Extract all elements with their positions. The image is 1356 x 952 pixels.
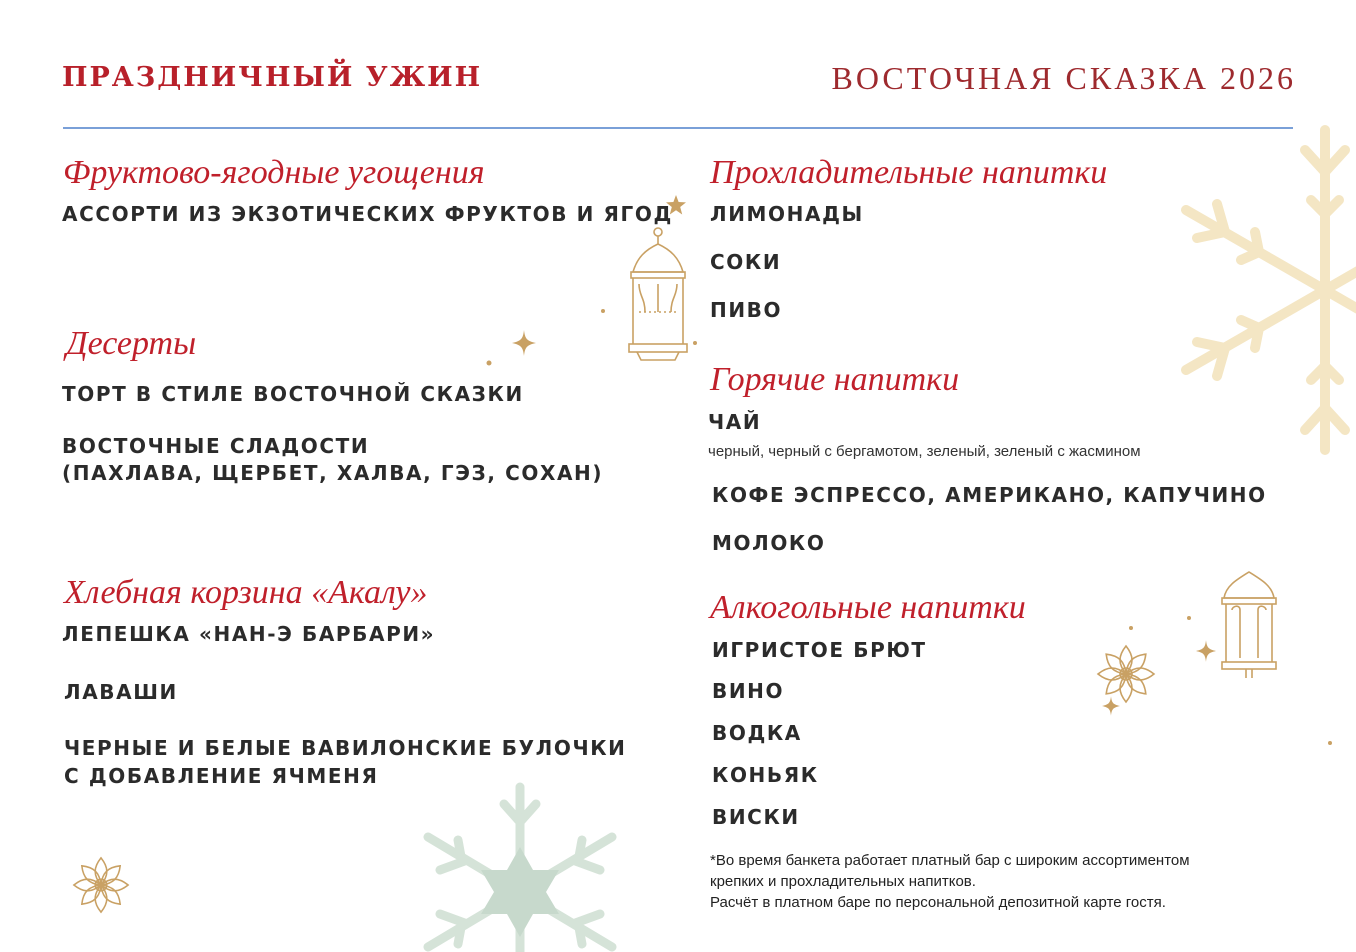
menu-item: КОФЕ ЭСПРЕССО, АМЕРИКАНО, КАПУЧИНО xyxy=(712,483,1267,507)
menu-item: АССОРТИ ИЗ ЭКЗОТИЧЕСКИХ ФРУКТОВ И ЯГОД xyxy=(62,202,673,226)
menu-item: ЛЕПЕШКА «НАН-Э БАРБАРИ» xyxy=(62,622,436,646)
menu-item: ВОСТОЧНЫЕ СЛАДОСТИ xyxy=(62,434,370,458)
menu-item: ЧЕРНЫЕ И БЕЛЫЕ ВАВИЛОНСКИЕ БУЛОЧКИ xyxy=(64,736,627,760)
section-title-fruits: Фруктово-ягодные угощения xyxy=(63,154,485,191)
sparkle-icon xyxy=(486,360,492,366)
lantern-icon xyxy=(1218,570,1280,682)
footnote-line: *Во время банкета работает платный бар с широким ассортиментом xyxy=(710,852,1190,869)
section-title-hot-drinks: Горячие напитки xyxy=(710,361,960,398)
menu-item: КОНЬЯК xyxy=(712,763,819,787)
sparkle-icon xyxy=(1196,640,1216,662)
page-title: ПРАЗДНИЧНЫЙ УЖИН xyxy=(62,62,483,93)
tea-note: черный, черный с бергамотом, зеленый, зеленый с жасмином xyxy=(708,443,1141,460)
sparkle-icon xyxy=(512,330,536,356)
page-subtitle: ВОСТОЧНАЯ СКАЗКА 2026 xyxy=(831,60,1296,96)
sparkle-icon xyxy=(692,340,698,346)
footnote-line: крепких и прохладительных напитков. xyxy=(710,873,976,890)
sparkle-icon xyxy=(1327,740,1333,746)
lotus-icon xyxy=(1094,642,1158,706)
sparkle-icon xyxy=(1128,625,1134,631)
section-title-desserts: Десерты xyxy=(66,325,197,362)
menu-item: ЛИМОНАДЫ xyxy=(710,202,864,226)
menu-item: ИГРИСТОЕ БРЮТ xyxy=(712,638,927,662)
menu-item: ВОДКА xyxy=(712,721,802,745)
section-title-bread: Хлебная корзина «Акалу» xyxy=(64,574,428,611)
menu-item: С ДОБАВЛЕНИЕ ЯЧМЕНЯ xyxy=(64,764,379,788)
snowflake-icon xyxy=(1190,125,1356,415)
menu-item: МОЛОКО xyxy=(712,531,826,555)
menu-item: (ПАХЛАВА, ЩЕРБЕТ, ХАЛВА, ГЭЗ, СОХАН) xyxy=(62,461,604,485)
sparkle-icon xyxy=(1186,615,1192,621)
snowflake-icon xyxy=(420,782,640,952)
section-title-alcohol: Алкогольные напитки xyxy=(710,589,1026,626)
header-divider xyxy=(63,127,1293,129)
sparkle-icon xyxy=(600,308,606,314)
menu-item: ВИНО xyxy=(712,679,785,703)
menu-item: ЧАЙ xyxy=(708,410,762,434)
footnote-line: Расчёт в платном баре по персональной депозитной карте гостя. xyxy=(710,894,1166,911)
menu-item: ЛАВАШИ xyxy=(64,680,178,704)
menu-item: ВИСКИ xyxy=(712,805,800,829)
footnote xyxy=(710,850,1190,913)
menu-item: ПИВО xyxy=(710,298,783,322)
menu-item: ТОРТ В СТИЛЕ ВОСТОЧНОЙ СКАЗКИ xyxy=(62,382,524,406)
menu-item: СОКИ xyxy=(710,250,782,274)
lotus-icon xyxy=(70,854,132,916)
lantern-icon xyxy=(625,226,691,366)
section-title-cold-drinks: Прохладительные напитки xyxy=(710,154,1108,191)
